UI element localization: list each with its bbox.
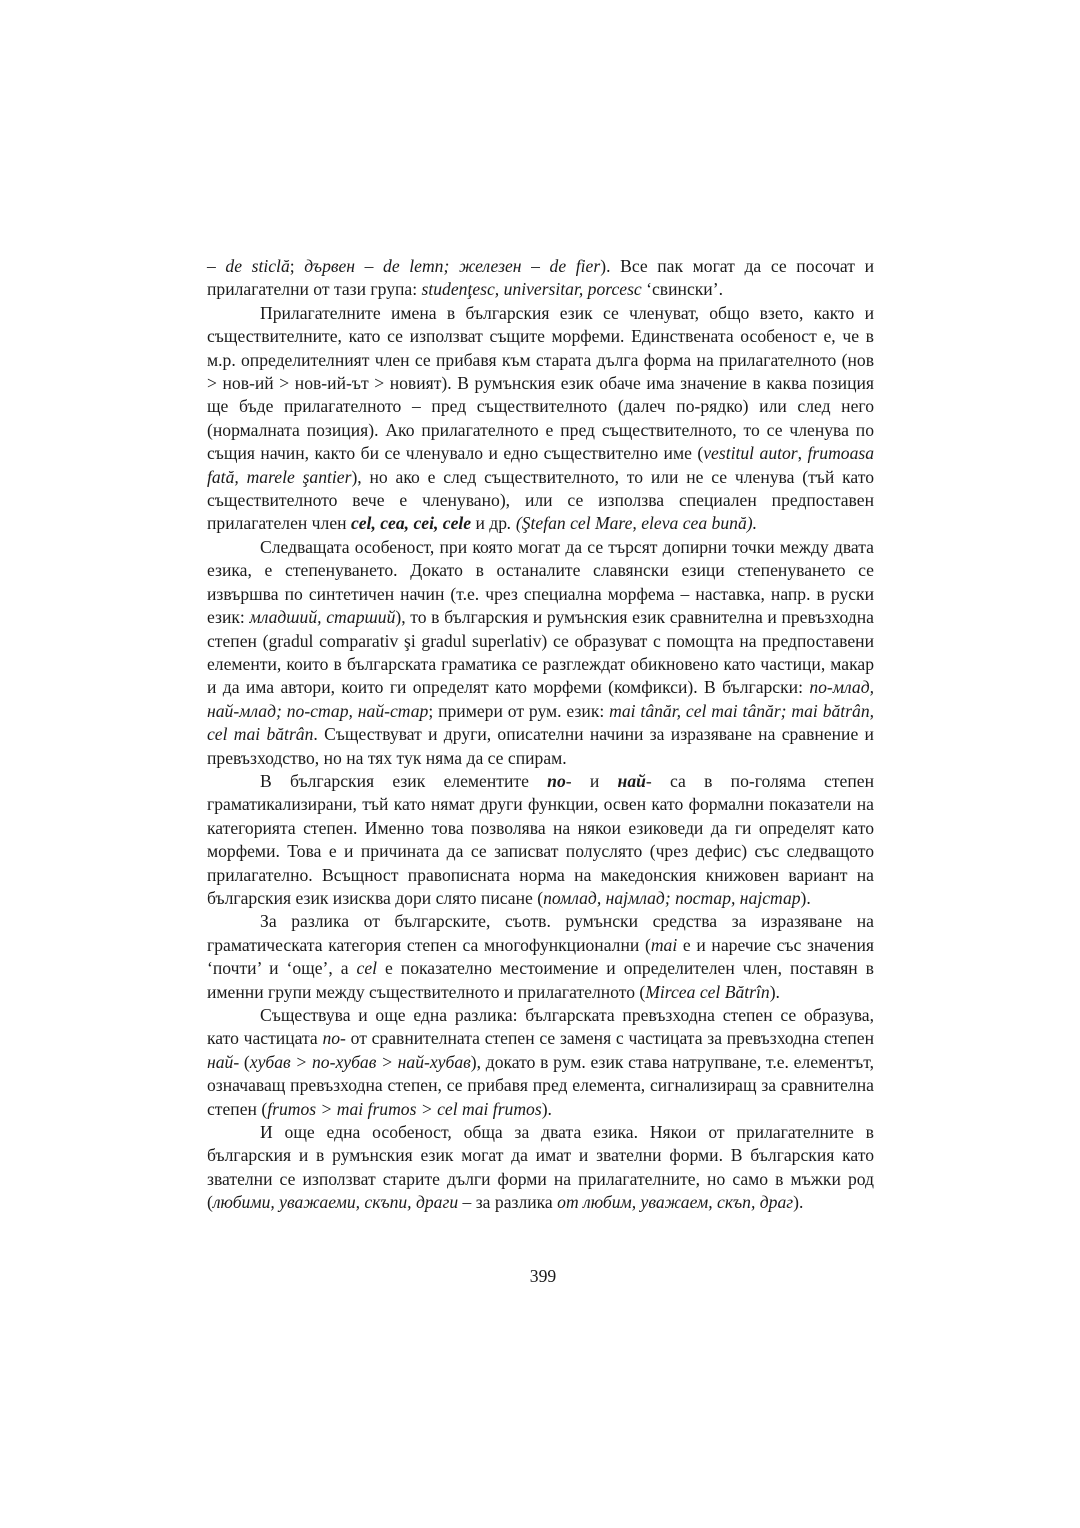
emphasis-run: cel	[356, 958, 378, 979]
emphasis-run: младший, старший	[249, 607, 396, 628]
text-run: и др	[471, 513, 508, 534]
paragraph	[207, 910, 874, 1004]
emphasis-run: любими, уважаеми, скъпи, драги	[212, 1192, 459, 1213]
emphasis-run: studenţesc, universitar, porcesc	[421, 279, 642, 300]
text-run: ).	[800, 887, 811, 908]
emphasis-run: frumos > mai frumos > cel mai frumos	[267, 1098, 542, 1119]
text-run: ).	[541, 1098, 552, 1119]
emphasis-run: от любим, уважаем, скъп, драг	[557, 1192, 794, 1213]
text-run: е и наречие със значения ‘почти’ и ‘още’, а	[207, 934, 875, 979]
text-run: е показателно местоимение и определителен член, поставян в именни групи между съществителното и прилагателното (	[207, 958, 874, 1002]
emphasis-run: дървен – de lemn; железен – de fier	[304, 256, 601, 276]
paragraph	[207, 1121, 874, 1215]
emphasis-run: Mircea cel Bătrîn	[645, 981, 770, 1002]
emphasis-run: frumoasa fată, marele şantier	[207, 443, 875, 487]
text-run: Прилагателните имена в българския език се членуват, общо взето, както и съществителните, като се използват същите морфеми. Единствената особеност е, че в м.р. определителният член се прибавя към старата дълга форма на прилагателното (нов > нов-ий > нов-ий-ът > новият). В румънския език обаче има значение в каква позиция ще бъде прилагателното – пред съществителното (далеч по-рядко) или след него (нормалната позиция). Ако прилагателното е пред съществителното, то се членува по същия начин, както би се членувало и едно съществително име (	[207, 302, 874, 464]
emphasis-run: – de sticlă	[207, 256, 290, 276]
paragraph	[207, 255, 874, 302]
emphasis-run: по	[322, 1028, 341, 1049]
text-run: - от сравнителната степен се заменя с частицата за превъзходна степен	[340, 1028, 874, 1049]
text-run: ,	[797, 443, 808, 464]
emphasis-run: най	[207, 1051, 234, 1072]
emphasis-run: най	[617, 770, 646, 791]
emphasis-run: cel, cea, cei, cele	[350, 513, 472, 534]
text-run: - и	[565, 770, 618, 791]
text-run: И още една особеност, обща за двата езика. Някои от прилагателните в българския и в румънския език могат да имат и звателни форми. В българския като звателни се използват старите дълги форми на прилагателните, но само в мъжки род (	[207, 1122, 874, 1213]
emphasis-run: . (Ştefan cel Mare, eleva cea bună).	[507, 513, 758, 534]
emphasis-run: помлад, најмлад; постар, најстар	[543, 887, 801, 908]
text-run: - са в по-голяма степен граматикализирани, тъй като нямат други функции, освен като формални показатели на категорията степен. Именно това позволява на някои езиковеди да ги определят като морфеми. Това е и причината да се записват полуслято (чрез дефис) със следващото прилагателно. Всъщност правописната норма на македонския книжовен вариант на българския език изисква дори слято писане (	[207, 770, 874, 908]
text-run: Съществува и още една разлика: българската превъзходна степен се образува, като частицата	[207, 1005, 874, 1049]
text-run: . Съществуват и други, описателни начини за изразяване на сравнение и превъзходство, но на тях тук няма да се спирам.	[207, 724, 874, 768]
text-run: В българския език елементите	[260, 770, 548, 791]
emphasis-run: по	[547, 770, 566, 791]
text-run: ).	[793, 1192, 804, 1213]
text-run: ).	[769, 981, 780, 1002]
emphasis-run: по-млад, най-млад; по-стар, най-стар	[207, 677, 874, 721]
text-run: ;	[289, 256, 305, 276]
page-number-label: 399	[529, 1266, 557, 1286]
paragraph	[207, 1004, 874, 1121]
text-run: За разлика от българските, съотв. румънски средства за изразяване на граматическата категория степен са многофункционални (	[207, 911, 874, 955]
emphasis-run: vestitul autor	[703, 443, 798, 464]
text-run: ), то в българския и румънския език сравнителна и превъзходна степен (gradul comparativ şi gradul superlativ) се образуват с помощта на предпоставени елементи, които в българската граматика се разглеждат обикновено като частици, макар и да има автори, които ги определят като морфеми (комфикси). В български:	[207, 607, 874, 698]
text-run: ), но ако е след съществителното, то или не се членува (тъй като съществителното вече е членувано), или се използва специален предпоставен прилагателен член	[207, 466, 874, 534]
text-run: - (	[233, 1051, 250, 1072]
emphasis-run: mai tânăr, cel mai tânăr; mai bătrân, cel mai bătrân	[207, 700, 875, 745]
text-run: ). Все пак могат да се посочат и прилагателни от тази група:	[207, 256, 874, 300]
text-run: Следващата особеност, при която могат да се търсят допирни точки между двата езика, е степенуването. Докато в останалите славянски езици степенуването се извършва по синтетичен начин (т.е. чрез специална морфема – наставка, напр. в руски език:	[207, 536, 874, 628]
paragraph	[207, 302, 874, 536]
page-number	[0, 1266, 1080, 1287]
emphasis-run: хубав > по-хубав > най-хубав	[249, 1051, 471, 1072]
paragraph	[207, 770, 874, 910]
emphasis-run: mai	[650, 934, 678, 955]
text-run: ‘свински’.	[641, 279, 723, 300]
text-run: – за разлика	[458, 1192, 558, 1213]
text-run: ; примери от рум. език:	[428, 700, 610, 721]
text-run: ), докато в рум. език става натрупване, т.е. елементът, означаващ превъзходна степен, се прибавя пред елемента, сигнализиращ за сравнителна степен (	[207, 1051, 874, 1119]
paragraph	[207, 536, 874, 770]
body-text	[207, 255, 874, 1215]
